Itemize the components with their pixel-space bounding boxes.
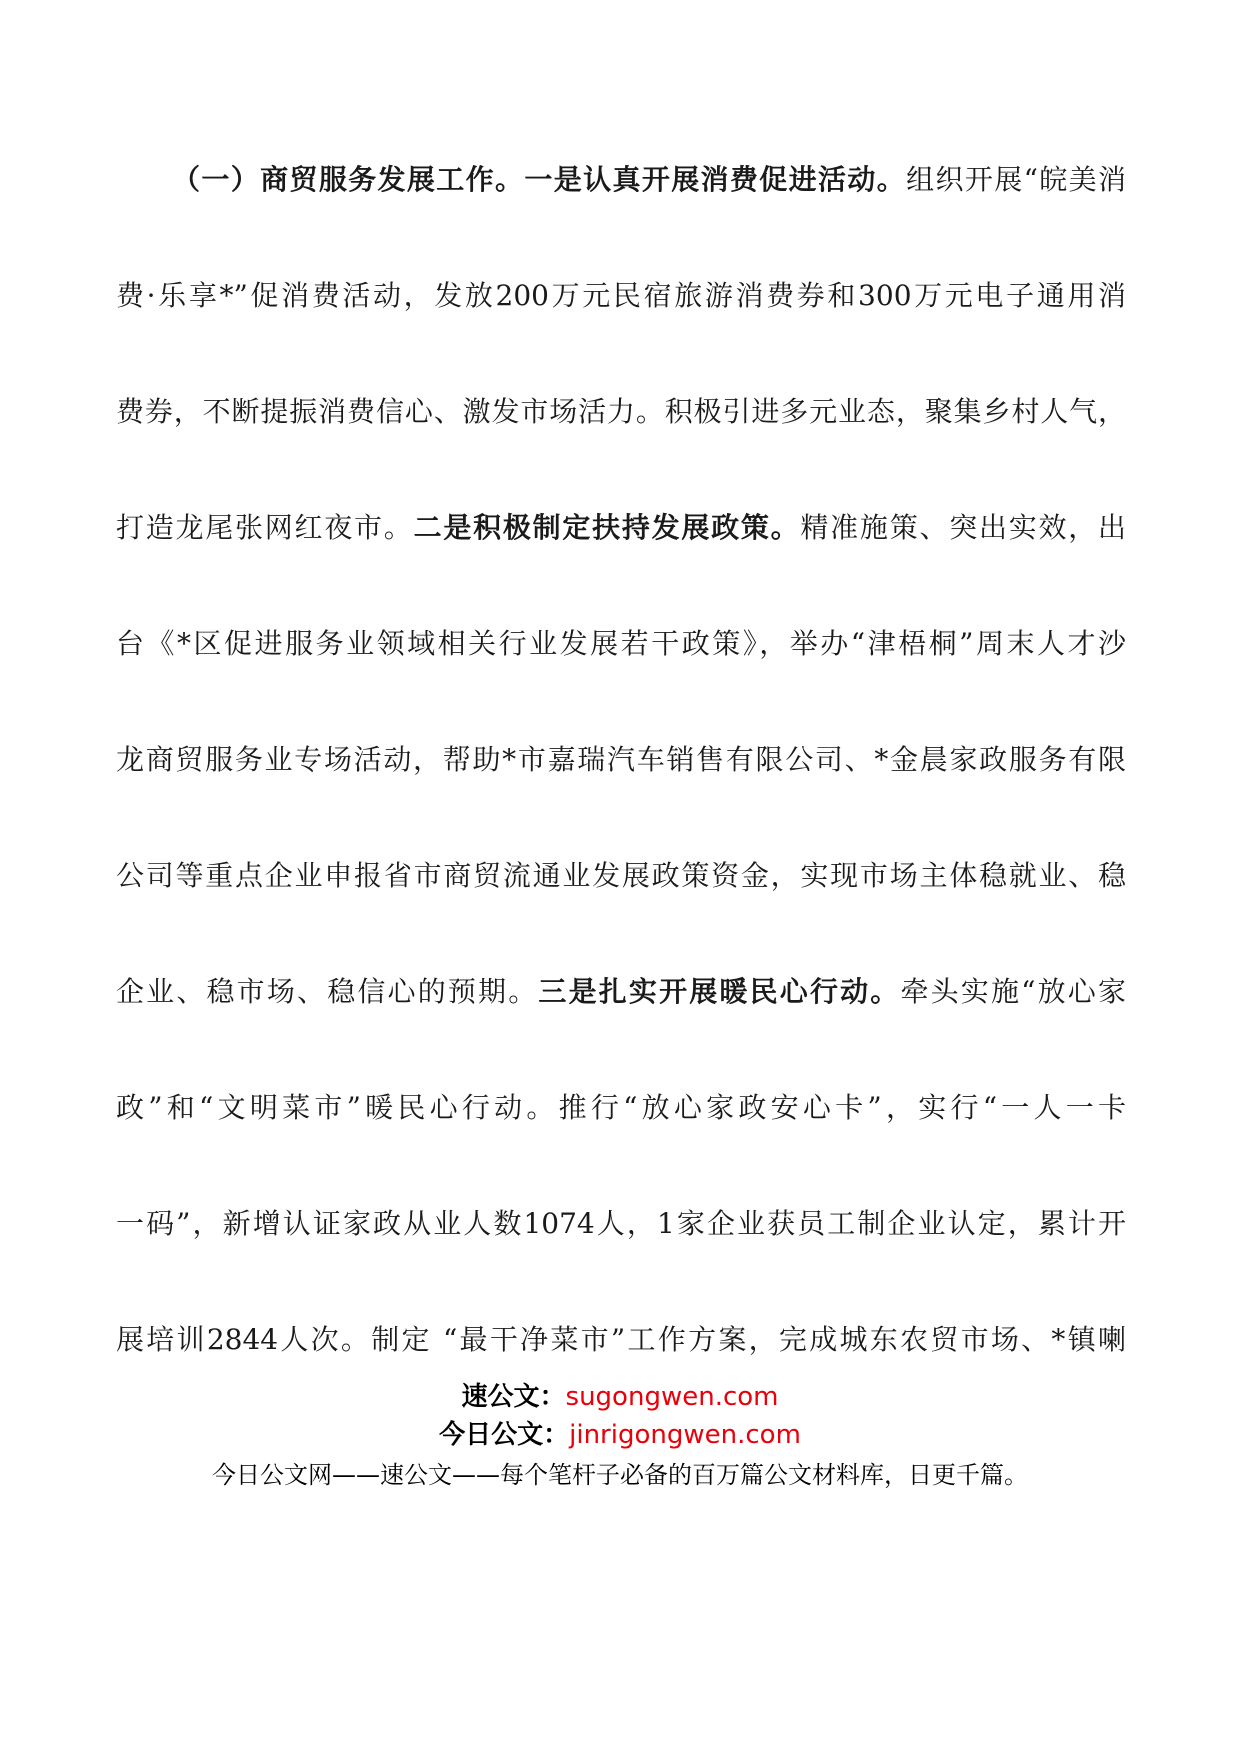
body-text: 龙商贸服务业专场活动，帮助*市嘉瑞汽车销售有限公司、*金晨家政服务有限 <box>116 743 1126 776</box>
footer-label-sugongwen: 速公文： <box>461 1382 566 1412</box>
body-text: 组织开展“皖美消 <box>906 163 1126 196</box>
body-line <box>116 1084 1126 1132</box>
body-text: 费券，不断提振消费信心、激发市场活力。积极引进多元业态，聚集乡村人气， <box>116 395 1126 428</box>
body-line <box>116 1200 1126 1248</box>
body-line <box>116 1316 1126 1364</box>
body-line <box>116 736 1126 784</box>
body-text: 打造龙尾张网红夜市。 <box>116 511 414 544</box>
body-line <box>116 852 1126 900</box>
body-text: 牵头实施“放心家 <box>900 975 1126 1008</box>
body-text: 政”和“文明菜市”暖民心行动。推行“放心家政安心卡”，实行“一人一卡 <box>116 1091 1126 1124</box>
body-line <box>172 156 1126 204</box>
body-line <box>116 504 1126 552</box>
body-line <box>116 272 1126 320</box>
body-text: 企业、稳市场、稳信心的预期。 <box>116 975 539 1008</box>
body-line <box>116 968 1126 1016</box>
bold-heading-text: （一）商贸服务发展工作。一是认真开展消费促进活动。 <box>172 163 907 196</box>
bold-heading-text: 三是扎实开展暖民心行动。 <box>538 975 901 1008</box>
body-text: 一码”，新增认证家政从业人数1074人，1家企业获员工制企业认定，累计开 <box>116 1207 1126 1240</box>
footer-link-sugongwen[interactable]: sugongwen.com <box>565 1382 779 1412</box>
body-text: 费·乐享*”促消费活动，发放200万元民宿旅游消费券和300万元电子通用消 <box>116 279 1126 312</box>
body-line <box>116 620 1126 668</box>
footer-label-jinrigongwen: 今日公文： <box>439 1420 570 1450</box>
footer-line-sugongwen <box>0 1380 1240 1414</box>
body-text: 公司等重点企业申报省市商贸流通业发展政策资金，实现市场主体稳就业、稳 <box>116 859 1126 892</box>
body-line <box>116 388 1126 436</box>
footer-slogan: 今日公文网——速公文——每个笔杆子必备的百万篇公文材料库，日更千篇。 <box>212 1461 1028 1489</box>
footer-line-jinrigongwen <box>0 1418 1240 1452</box>
bold-heading-text: 二是积极制定扶持发展政策。 <box>413 511 801 544</box>
body-text: 精准施策、突出实效，出 <box>800 511 1126 544</box>
body-text: 台《*区促进服务业领域相关行业发展若干政策》，举办“津梧桐”周末人才沙 <box>116 627 1126 660</box>
body-text: 展培训2844人次。制定 “最干净菜市”工作方案，完成城东农贸市场、*镇喇 <box>116 1323 1126 1356</box>
footer-link-jinrigongwen[interactable]: jinrigongwen.com <box>569 1420 801 1450</box>
